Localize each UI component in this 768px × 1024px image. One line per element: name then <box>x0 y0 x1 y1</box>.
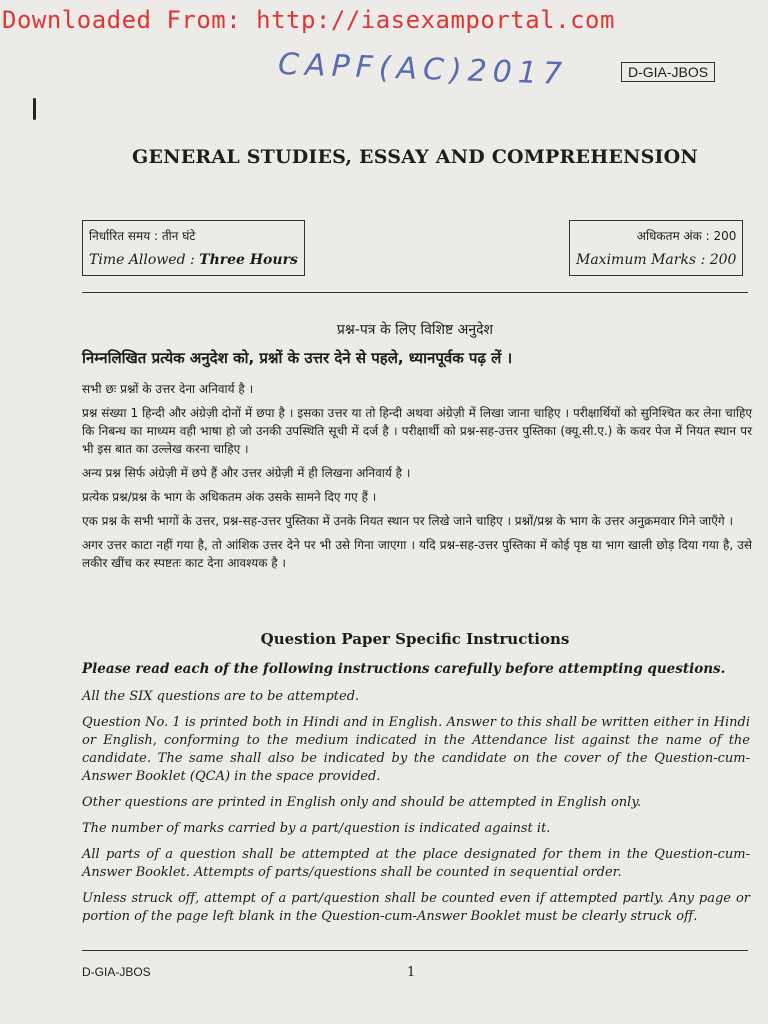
header-divider <box>82 292 748 293</box>
time-allowed-hindi: निर्धारित समय : तीन घंटे <box>89 229 196 243</box>
handwritten-note: CAPF(AC)2017 <box>277 46 569 93</box>
footer-divider <box>82 950 748 951</box>
page-number: 1 <box>407 965 416 980</box>
english-instruction-item: All parts of a question shall be attempted at the place designated for them in the Question-cum-Answer Booklet. Attempts of parts/questions shall be counted in sequential order. <box>82 847 750 880</box>
hindi-instruction-item: प्रश्न संख्या 1 हिन्दी और अंग्रेज़ी दोनों में छपा है । इसका उत्तर या तो हिन्दी अथवा अंग्रेज़ी में लिखा जाना चाहिए । परीक्षार्थियों को सुनिश्चित कर लेना चाहिए कि निबन्ध का माध्यम वही भाषा हो जो उनकी उपस्थिति सूची में दर्ज है । परीक्षार्थी को प्रश्न-सह-उत्तर पुस्तिका (क्यू.सी.ए.) के कवर पेज में नियत स्थान पर भी इस बात का उल्लेख करना चाहिए । <box>82 406 752 456</box>
hindi-instruction-item: प्रत्येक प्रश्न/प्रश्न के भाग के अधिकतम अंक उसके सामने दिए गए हैं । <box>82 490 377 504</box>
footer-paper-code: D-GIA-JBOS <box>82 965 151 979</box>
hindi-instructions-heading: प्रश्न-पत्र के लिए विशिष्ट अनुदेश <box>336 322 494 338</box>
english-instruction-item: Other questions are printed in English only and should be attempted in English only. <box>82 795 642 810</box>
ink-mark <box>33 98 36 120</box>
hindi-instruction-item: अन्य प्रश्न सिर्फ अंग्रेज़ी में छपे हैं और उत्तर अंग्रेज़ी में ही लिखना अनिवार्य है । <box>82 466 411 480</box>
maximum-marks-hindi: अधिकतम अंक : 200 <box>636 229 737 243</box>
hindi-instruction-item: एक प्रश्न के सभी भागों के उत्तर, प्रश्न-सह-उत्तर पुस्तिका में उनके नियत स्थान पर लिखे जाने चाहिए । प्रश्नों/प्रश्न के भाग के उत्तर अनुक्रमवार गिने जाएँगे । <box>82 514 733 528</box>
maximum-marks-english: Maximum Marks : 200 <box>576 252 737 268</box>
english-instruction-item: Question No. 1 is printed both in Hindi and in English. Answer to this shall be written either in Hindi or English, conforming to the medium indicated in the Attendance list against the name of the candidate. The same shall also be indicated by the candidate on the cover of the Question-cum-Answer Booklet (QCA) in the space provided. <box>82 715 750 784</box>
english-instruction-item: The number of marks carried by a part/question is indicated against it. <box>82 821 551 836</box>
paper-code-box: D-GIA-JBOS <box>621 62 715 82</box>
english-instruction-item: Unless struck off, attempt of a part/question shall be counted even if attempted partly. Any page or portion of the page left blank in the Question-cum-Answer Booklet must be clearly struck off. <box>82 891 750 924</box>
english-instructions-heading: Question Paper Specific Instructions <box>260 630 570 648</box>
paper-title: GENERAL STUDIES, ESSAY AND COMPREHENSION <box>132 146 698 168</box>
english-instruction-item: All the SIX questions are to be attempted. <box>82 689 360 704</box>
watermark-url[interactable]: Downloaded From: http://iasexamportal.com <box>2 6 615 34</box>
time-allowed-label: Time Allowed : <box>89 252 200 268</box>
english-instructions-subheading: Please read each of the following instructions carefully before attempting questions. <box>82 661 726 677</box>
time-allowed-english <box>89 248 298 272</box>
maximum-marks-box <box>569 220 743 276</box>
time-allowed-value: Three Hours <box>199 252 298 268</box>
hindi-instruction-item: सभी छः प्रश्नों के उत्तर देना अनिवार्य है । <box>82 382 254 396</box>
hindi-instruction-item: अगर उत्तर काटा नहीं गया है, तो आंशिक उत्तर देने पर भी उसे गिना जाएगा । यदि प्रश्न-सह-उत्तर पुस्तिका में कोई पृष्ठ या भाग खाली छोड़ दिया गया है, उसे लकीर खींच कर स्पष्टतः काट देना आवश्यक है । <box>82 538 752 570</box>
hindi-instructions-subheading: निम्नलिखित प्रत्येक अनुदेश को, प्रश्नों के उत्तर देने से पहले, ध्यानपूर्वक पढ़ लें । <box>82 349 513 367</box>
hindi-instructions-list <box>82 380 752 578</box>
time-allowed-box <box>82 220 305 276</box>
english-instructions-list <box>82 688 750 934</box>
